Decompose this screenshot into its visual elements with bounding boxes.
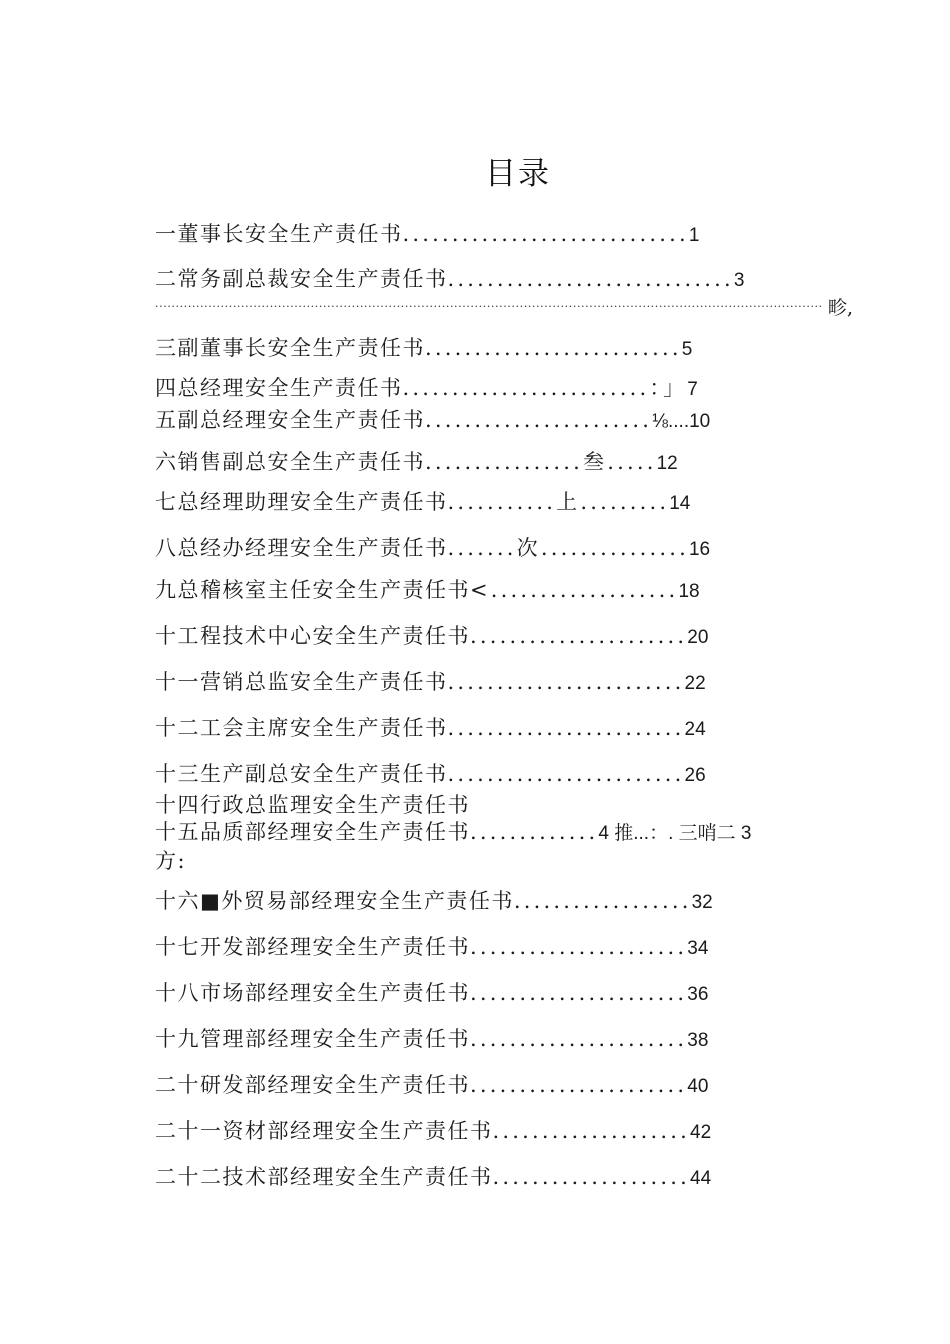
page-number: 34 xyxy=(687,938,709,959)
toc-entry-12[interactable] xyxy=(155,715,706,743)
page-number: 20 xyxy=(687,627,709,648)
leader-dots: ............. xyxy=(470,820,599,844)
toc-entry-8[interactable] xyxy=(155,535,710,563)
toc-entry-19[interactable] xyxy=(155,1026,708,1054)
entry-title: 二十一资材部经理安全生产责任书 xyxy=(155,1119,493,1143)
page-number: 14 xyxy=(669,493,691,514)
fill-line-tail: 畛, xyxy=(828,297,854,319)
page-number: 38 xyxy=(687,1030,709,1051)
leader-dots: .................... xyxy=(492,1165,691,1189)
leader-dots: <................... xyxy=(470,578,679,602)
page-number: 5 xyxy=(681,339,693,360)
page-number: 4 推...：. 三哨二 3 xyxy=(598,823,752,844)
entry-title: 十五品质部经理安全生产责任书 xyxy=(155,820,470,844)
entry-title: 三副董事长安全生产责任书 xyxy=(155,336,425,360)
page-number: 18 xyxy=(678,581,700,602)
entry-title: 七总经理助理安全生产责任书 xyxy=(155,490,448,514)
entry-title: 一董事长安全生产责任书 xyxy=(155,222,403,246)
dotted-fill-line: ................................................................................................................................................................... xyxy=(155,299,823,309)
toc-entry-13[interactable] xyxy=(155,761,706,789)
leader-dots: ........................ xyxy=(447,670,685,694)
page-number: 16 xyxy=(688,539,711,560)
toc-entry-11[interactable] xyxy=(155,669,706,697)
page-number: 44 xyxy=(690,1168,712,1189)
entry-title: 四总经理安全生产责任书 xyxy=(155,376,403,400)
entry-title: 十七开发部经理安全生产责任书 xyxy=(155,935,470,959)
entry-title: 九总稽核室主任安全生产责任书 xyxy=(155,578,470,602)
toc-entry-9[interactable] xyxy=(155,577,700,605)
page-number: 36 xyxy=(687,984,709,1005)
toc-entry-2[interactable] xyxy=(155,266,744,294)
entry-title: 十三生产副总安全生产责任书 xyxy=(155,762,448,786)
entry-title: 二十研发部经理安全生产责任书 xyxy=(155,1073,470,1097)
entry-title: 八总经办经理安全生产责任书 xyxy=(155,536,448,560)
toc-entry-6[interactable] xyxy=(155,449,678,477)
page-number: ⅛....10 xyxy=(652,411,711,432)
entry-title: 二常务副总裁安全生产责任书 xyxy=(155,267,448,291)
entry-title: 方: xyxy=(155,849,187,873)
page-number: 1 xyxy=(688,225,700,246)
toc-entry-15[interactable] xyxy=(155,819,751,847)
leader-dots: ............................. xyxy=(447,267,734,291)
page-number: 22 xyxy=(684,673,706,694)
entry-title: 二十二技术部经理安全生产责任书 xyxy=(155,1165,493,1189)
entry-title: 十工程技术中心安全生产责任书 xyxy=(155,624,470,648)
page-number: 26 xyxy=(684,765,706,786)
page-number: 3 xyxy=(733,270,745,291)
page-number: 7 xyxy=(687,379,698,400)
leader-dots: ....................... xyxy=(425,408,653,432)
toc-entry-18[interactable] xyxy=(155,980,708,1008)
toc-entry-17[interactable] xyxy=(155,934,708,962)
page-number: 42 xyxy=(690,1122,712,1143)
toc-entry-21[interactable] xyxy=(155,1118,711,1146)
leader-dots: .......次............... xyxy=(447,536,689,560)
toc-title: 目录 xyxy=(485,156,551,192)
toc-entry-7[interactable] xyxy=(155,489,690,517)
leader-dots: ...................... xyxy=(470,981,688,1005)
entry-title: 五副总经理安全生产责任书 xyxy=(155,408,425,432)
page-number: 40 xyxy=(687,1076,709,1097)
toc-entry-5[interactable] xyxy=(155,407,710,435)
leader-dots: ...........上......... xyxy=(447,490,670,514)
leader-dots: .......................... xyxy=(425,336,682,360)
leader-dots: ...................... xyxy=(470,624,688,648)
page-number: 24 xyxy=(684,719,706,740)
leader-dots: ...................... xyxy=(470,935,688,959)
leader-dots: ...................... xyxy=(470,1073,688,1097)
entry-title: 十八市场部经理安全生产责任书 xyxy=(155,981,470,1005)
page-number: 32 xyxy=(691,892,713,913)
entry-title: 十二工会主席安全生产责任书 xyxy=(155,716,448,740)
leader-dots: ...................... xyxy=(470,1027,688,1051)
entry-title: 十九管理部经理安全生产责任书 xyxy=(155,1027,470,1051)
leader-dots: .................. xyxy=(513,889,692,913)
entry-title: 十四行政总监理安全生产责任书 xyxy=(155,793,470,817)
leader-dots: ................叁..... xyxy=(425,450,657,474)
toc-entry-10[interactable] xyxy=(155,623,708,651)
toc-entry-16[interactable] xyxy=(155,888,713,916)
leader-dots: .........................：」 xyxy=(402,376,688,400)
entry-title: 六销售副总安全生产责任书 xyxy=(155,450,425,474)
leader-dots: ........................ xyxy=(447,762,685,786)
toc-entry-22[interactable] xyxy=(155,1164,711,1192)
toc-entry-continuation xyxy=(155,848,186,874)
toc-entry-1[interactable] xyxy=(155,221,699,249)
leader-dots: .................... xyxy=(492,1119,691,1143)
page-number: 12 xyxy=(656,453,678,474)
toc-entry-4[interactable] xyxy=(155,375,698,403)
leader-dots: ............................. xyxy=(402,222,689,246)
toc-entry-14[interactable] xyxy=(155,792,470,818)
entry-title: 十一营销总监安全生产责任书 xyxy=(155,670,448,694)
entry-title: 十六■外贸易部经理安全生产责任书 xyxy=(155,889,514,913)
toc-entry-20[interactable] xyxy=(155,1072,708,1100)
leader-dots: ........................ xyxy=(447,716,685,740)
toc-entry-3[interactable] xyxy=(155,335,692,363)
